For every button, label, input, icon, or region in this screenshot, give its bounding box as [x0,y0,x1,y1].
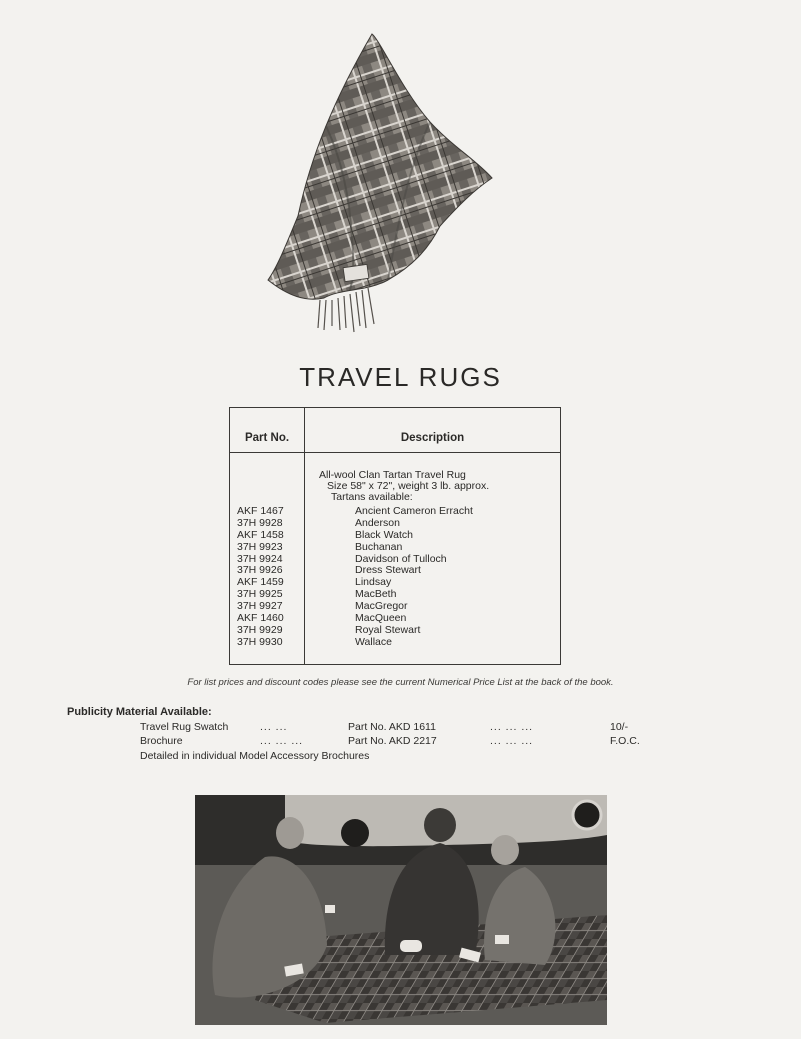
intro-size: Size 58" x 72", weight 3 lb. approx. [327,480,490,492]
part-number: 37H 9928 [237,516,283,529]
table-row [230,518,560,530]
part-number: AKF 1460 [237,612,284,625]
publicity-price: F.O.C. [610,735,640,747]
part-number: 37H 9923 [237,540,283,553]
intro-product-name: All-wool Clan Tartan Travel Rug [319,469,466,481]
picnic-photo [195,795,607,1025]
leader-dots: ... ... ... [490,721,534,733]
publicity-item [140,735,660,748]
leader-dots: ... ... ... [260,735,304,747]
product-intro [319,470,489,503]
publicity-heading: Publicity Material Available: [67,706,212,718]
table-row [230,637,560,649]
tartan-name: MacQueen [355,612,407,625]
part-number: AKF 1458 [237,528,284,541]
publicity-part-number: Part No. AKD 1611 [348,721,436,733]
table-row [230,542,560,554]
part-number: 37H 9926 [237,564,283,577]
part-number: 37H 9929 [237,623,283,636]
part-number: AKF 1459 [237,576,284,589]
header-part-no: Part No. [244,432,290,444]
parts-table [229,407,561,665]
price-list-footnote: For list prices and discount codes please see the current Numerical Price List at the back of the book. [187,677,614,688]
table-row [230,625,560,637]
intro-tartans: Tartans available: [331,491,413,503]
publicity-part-number: Part No. AKD 2217 [348,735,437,747]
publicity-item [140,721,660,734]
publicity-item-name: Brochure [140,735,183,747]
publicity-price: 10/- [610,721,629,733]
tartan-name: Dress Stewart [355,564,421,577]
header-description: Description [400,432,465,444]
publicity-item-name: Travel Rug Swatch [140,721,229,733]
tartan-name: Lindsay [355,576,392,589]
part-number: 37H 9924 [237,552,283,565]
tartan-name: Royal Stewart [355,623,421,636]
part-number: 37H 9925 [237,588,283,601]
tartan-name: Davidson of Tulloch [355,552,447,565]
part-number: AKF 1467 [237,505,284,517]
part-number: 37H 9927 [237,600,283,613]
leader-dots: ... ... ... [490,735,534,747]
tartan-name: MacBeth [355,588,397,601]
publicity-note: Detailed in individual Model Accessory Brochures [140,750,370,762]
tartan-name: Ancient Cameron Erracht [355,505,473,517]
leader-dots: ... ... [260,721,288,733]
tartan-rug-image [262,30,494,335]
tartan-name: MacGregor [355,600,408,613]
table-row [230,530,560,542]
tartan-name: Anderson [355,516,400,529]
tartan-name: Buchanan [355,540,403,553]
table-rows [230,506,560,649]
header-rule [230,452,560,453]
page-title: TRAVEL RUGS [299,362,502,392]
tartan-name: Wallace [355,635,392,648]
part-number: 37H 9930 [237,635,283,648]
tartan-name: Black Watch [355,528,413,541]
